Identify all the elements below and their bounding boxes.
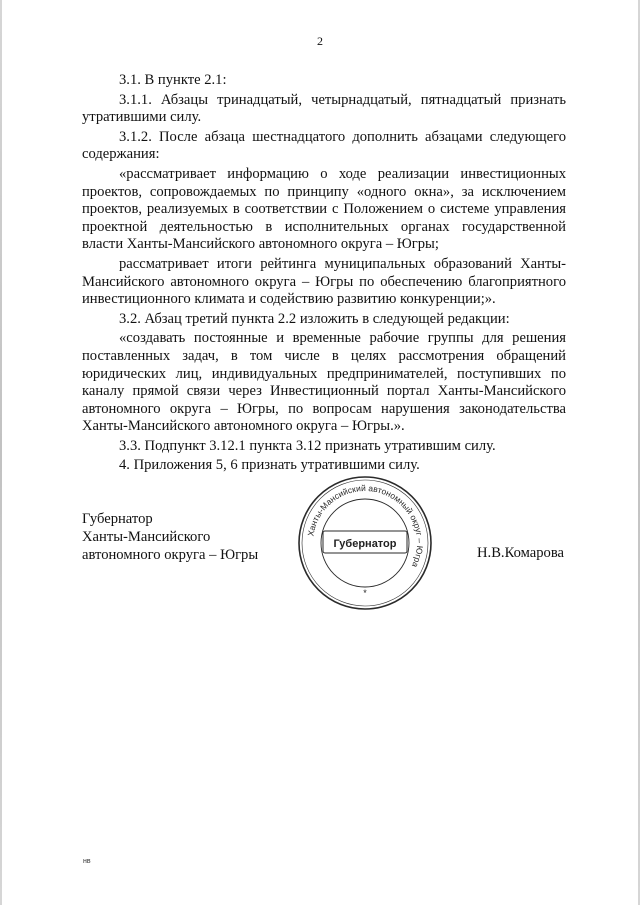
page-edge-left <box>0 0 2 905</box>
signatory-position-line: Губернатор <box>82 511 153 527</box>
seal-ring-text: Ханты-Мансийский автономный округ – Югра <box>305 482 426 569</box>
paragraph-3-2: 3.2. Абзац третий пункта 2.2 изложить в следующей редакции: <box>119 310 510 327</box>
quoted-paragraph-working-groups: «создавать постоянные и временные рабочие группы для решения поставленных задач, в том числе в целях рассмотрения обращений юридических лиц, индивидуальных предпринимателей, поступивших по каналу прямой связи через Инвестиционный портал Ханты-Мансийского автономного округа – Югры, по вопросам нарушения законодательства Ханты-Мансийского автономного округа – Югры.». <box>82 330 566 435</box>
signatory-position-line: Ханты-Мансийского <box>82 529 211 545</box>
paragraph-3-1-2: 3.1.2. После абзаца шестнадцатого дополнить абзацами следующего содержания: <box>82 128 566 163</box>
signatory-name: Н.В.Комарова <box>477 545 564 561</box>
paragraph-3-3: 3.3. Подпункт 3.12.1 пункта 3.12 признать утратившим силу. <box>119 437 496 454</box>
signatory-position-line: автономного округа – Югры <box>82 547 259 563</box>
signatory-position <box>82 510 258 564</box>
paragraph-4: 4. Приложения 5, 6 признать утратившими силу. <box>119 457 420 474</box>
document-body <box>82 72 566 477</box>
executor-mark: нв <box>83 858 91 865</box>
page-number: 2 <box>317 34 323 48</box>
quoted-paragraph-rating: рассматривает итоги рейтинга муниципальных образований Ханты-Мансийского автономного округа – Югры по обеспечению благоприятного инвестиционного климата и содействию развитию конкуренции;». <box>82 255 566 308</box>
seal-center-text: Губернатор <box>333 538 397 550</box>
official-seal-stamp <box>295 473 435 613</box>
seal-star: * <box>363 588 367 598</box>
quoted-paragraph-investment-projects: «рассматривает информацию о ходе реализации инвестиционных проектов, сопровождаемых по принципу «одного окна», за исключением проектов, реализуемых в соответствии с Положением о системе управления проектной деятельностью в исполнительных органах государственной власти Ханты-Мансийского автономного округа – Югры; <box>82 165 566 253</box>
paragraph-3-1: 3.1. В пункте 2.1: <box>119 72 227 88</box>
paragraph-3-1-1: 3.1.1. Абзацы тринадцатый, четырнадцатый, пятнадцатый признать утратившими силу. <box>82 91 566 126</box>
